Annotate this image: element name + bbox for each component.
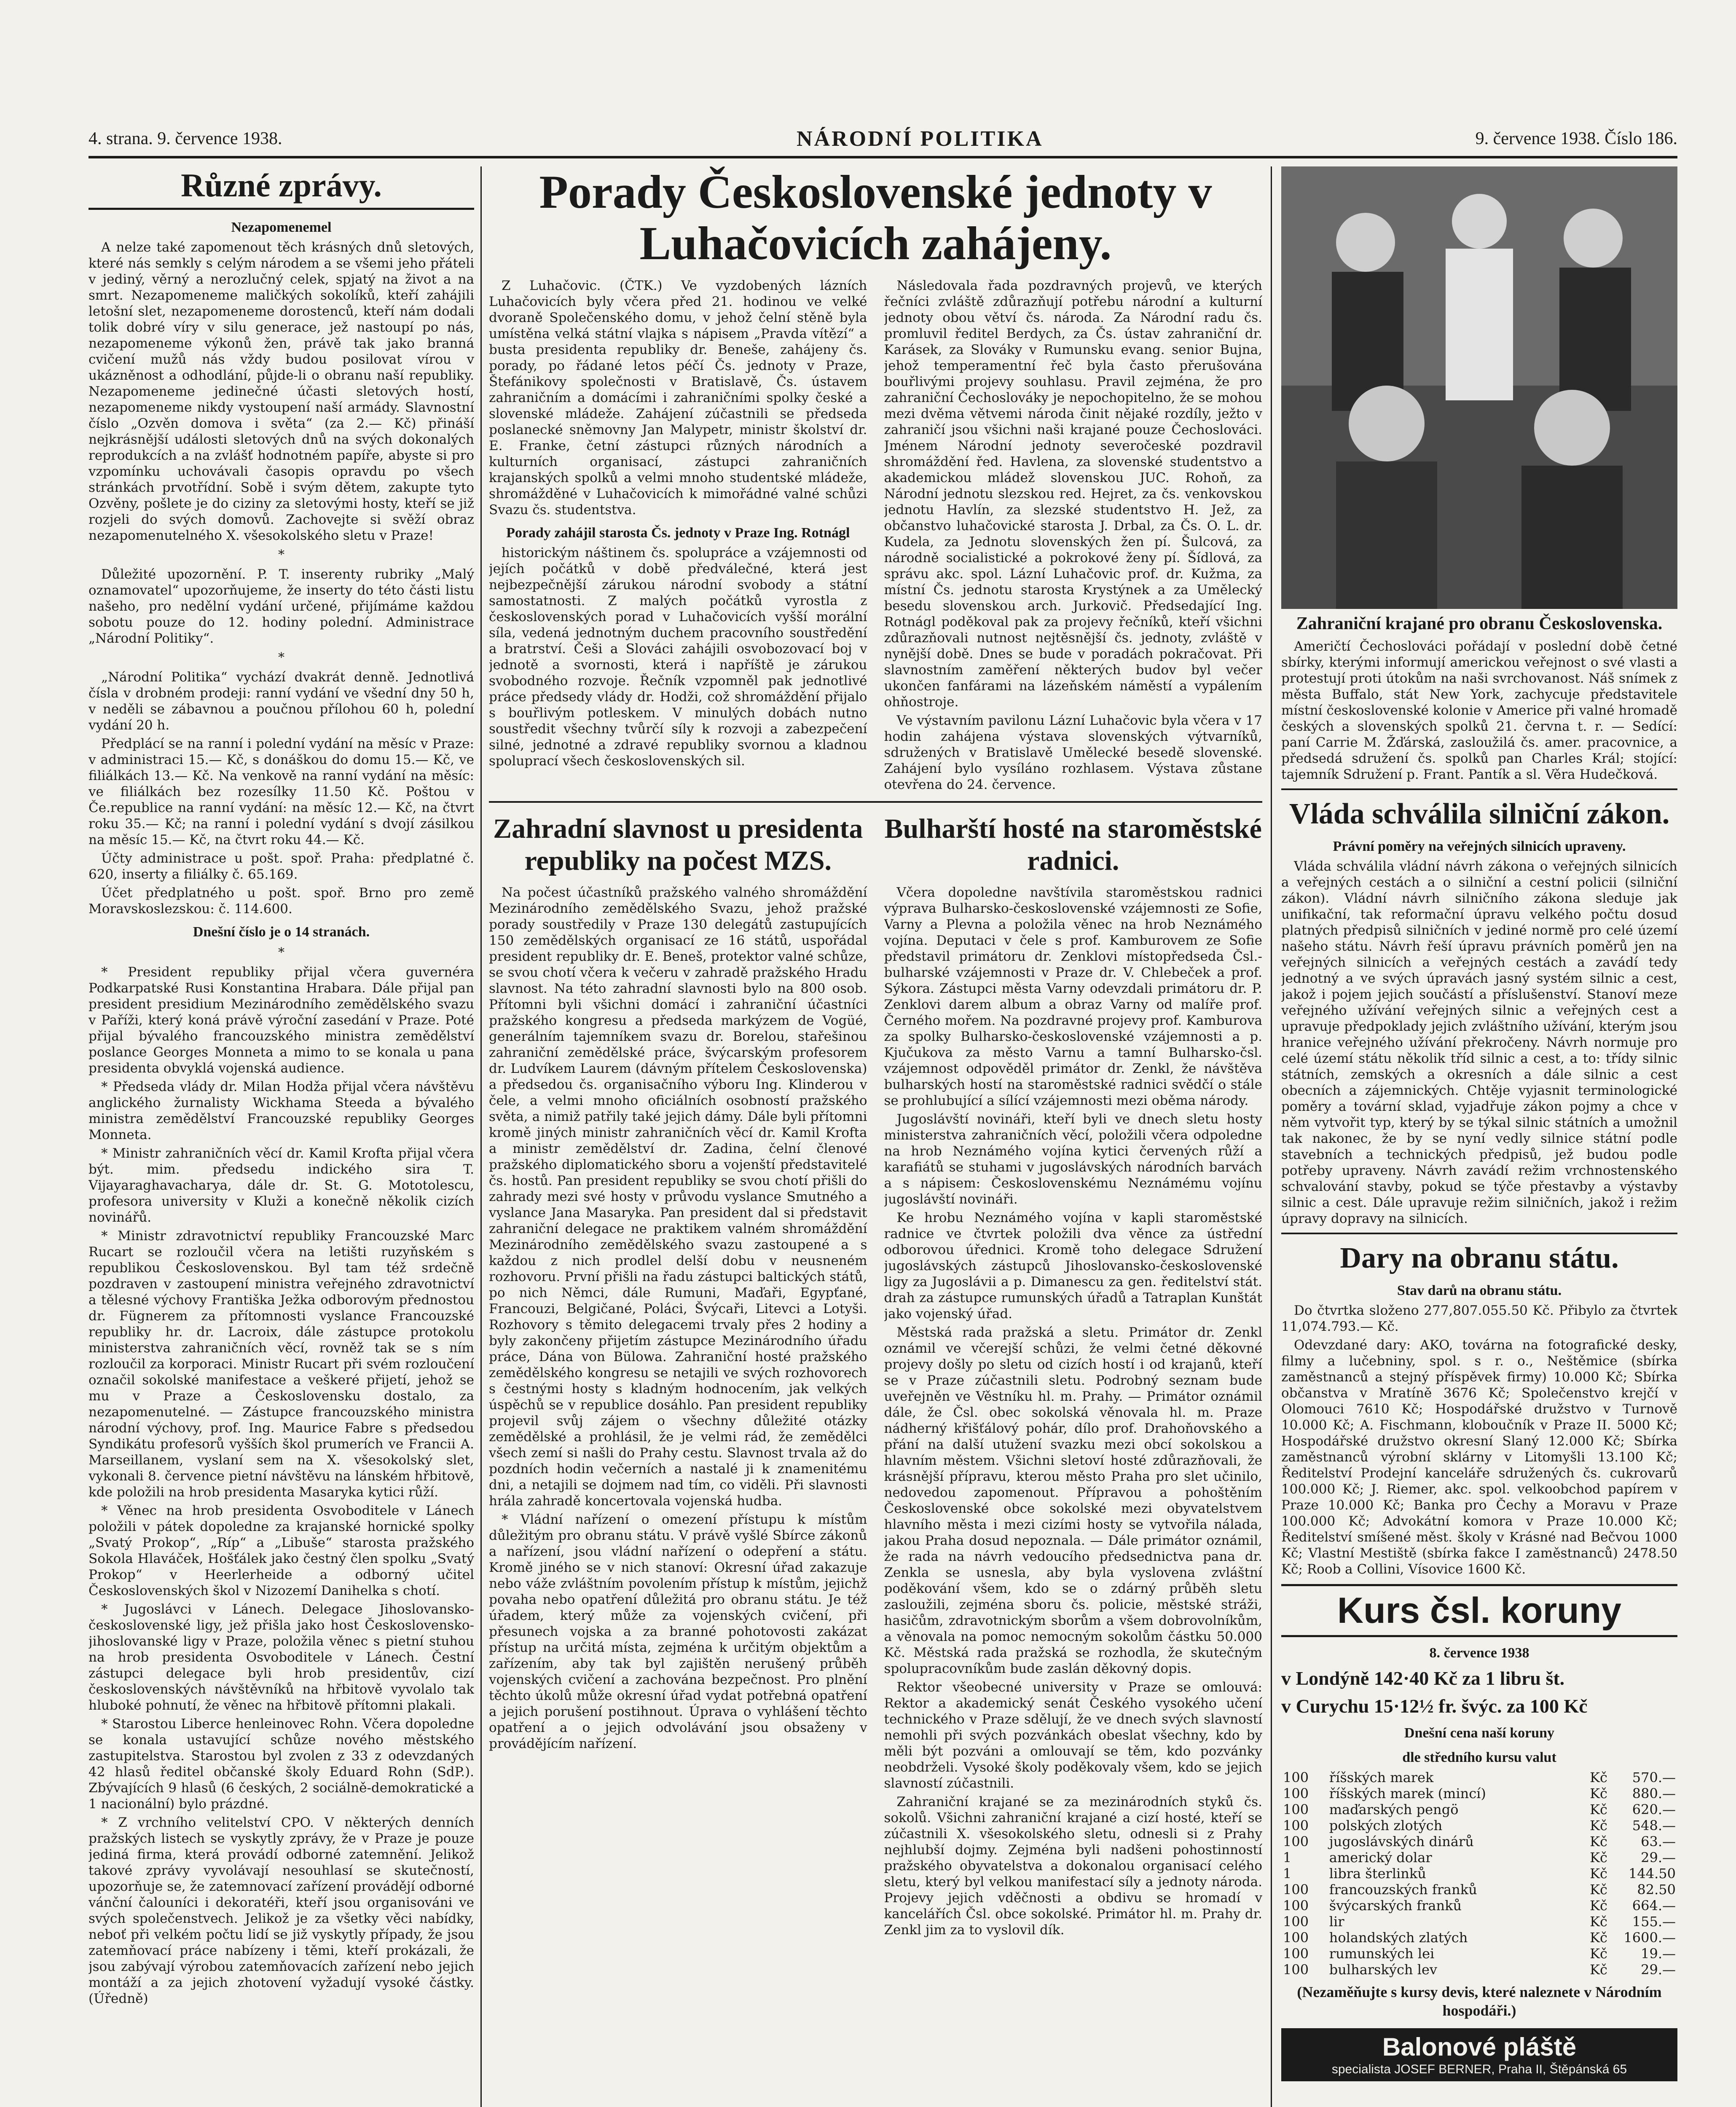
rate-unit: Kč [1590, 1817, 1607, 1834]
rate-zurich: v Curychu 15·12½ fr. švýc. za 100 Kč [1281, 1695, 1588, 1717]
rate-cur: francouzských franků [1329, 1882, 1477, 1898]
article-subtitle: Nezapomenemel [231, 220, 332, 235]
rate-val: 29.— [1641, 1962, 1676, 1978]
ad-subtitle: specialista JOSEF BERNER, Praha II, Štěpánská 65 [1331, 2062, 1627, 2076]
article-text: A nelze také zapomenout těch krásných dnů sletových, které nás semkly s celým národem a se všemi jeho přáteli v jediný, věrný a nerozlučný celek, spjatý na život a na smrt. Nezapomeneme maličkých sokolíků, kteří zahájili letošní slet, nezapomeneme dorostenců, kteří nám dodali tolik dobré víry v silu generace, jež nastoupí po nás, nezapomeneme výkonů žen, právě tak jako branná cvičení mužů nás vždy budou posilovat vírou v ukázněnost a odhodlání, půjde-li o obranu naší republiky. Nezapomeneme jedinečné účasti sletových hostí, nezapomeneme nikdy vystoupení naší armády. Slavnostní číslo „Ozvěn domova i světa“ (za 2.— Kč) přináší nejkrásnější události sletových dnů na svých dokonalých reprodukcích a na zvlášť hodnotném papíře, abyste si pro vzpomínku uchovávali časopis opravdu po všech stránkách prvotřídní. Sobě i svým dětem, zakupte tyto Ozvěny, pošlete je do ciziny za sletovými hosty, kteří se již rozjeli do svých domovů. Zachovejte si svěží obraz nezapomenutelného X. všesokolského sletu v Praze! [89, 240, 474, 543]
rate-cur: říšských marek [1329, 1769, 1434, 1785]
rate-unit: Kč [1590, 1834, 1607, 1850]
column-rule [1271, 166, 1272, 2107]
article-text: Následovala řada pozdravných projevů, ve kterých řečníci zvláště zdůrazňují potřebu národní a kulturní jednoty obou větví čs. národa. Za Národní radu čs. promluvil ředitel Berdych, za Čs. ústav zahraniční dr. Karásek, za Slováky v Rumunsku evang. senior Bujna, jehož temperamentní řeč byla často přerušována bouřlivými projevy souhlasu. Pravil zejména, že pro zahraniční Čechoslováky je nepochopitelno, že se mohou mezi dvěma větvemi národa činit nějaké rozdíly, ježto v zahraničí jsou všichni naši krajané pouze Čechoslováci. Jménem Národní jednoty severočeské pozdravil shromáždění řed. Havlena, za slovenské studentstvo a akademickou mládež slovenskou JUC. Rohoň, za Národní jednotu slezskou red. Hejret, za čs. venkovskou jednotu Havlín, za slezské studentstvo H. Jež, za občanstvo luhačovické starosta J. Drbal, za Čs. O. L. dr. Kudela, za Jednotu slovenských žen pí. Šulcová, za národně socialistické a pokrokové ženy pí. Šídlová, za správu akc. spol. Lázní Luhačovic prof. dr. Kužma, za místní Čs. jednotu starosta Krystýnek a za Umělecký besedu slovenskou arch. Jurkovič. Předsedající Ing. Rotnágl poděkoval pak za projevy řečníků, kteří všichni zdůrazňovali nutnost nejtěsnější čs. jednoty, zvláště v nynější době. Dnes se bude v poradách pokračovat. Při slavnostním zaměření některých budov byl večer ukončen fanfárami na lázeňském náměstí a vypálením ohňostroje. [884, 278, 1262, 710]
main-story-body [489, 278, 1262, 795]
rate-row [1281, 1946, 1677, 1962]
rate-amount: 100 [1283, 1914, 1309, 1930]
rate-amount: 100 [1283, 1834, 1309, 1850]
article-text: Ve výstavním pavilonu Lázní Luhačovic byla včera v 17 hodin zahájena výstava slovenských výtvarníků, sdružených v Bratislavě Umělecké besedě slovenské. Zahájení bylo vysíláno rozhlasem. Výstava zůstane otevřena do 24. července. [884, 713, 1262, 792]
article-text: Z Luhačovic. (ČTK.) Ve vyzdobených lázních Luhačovicích byly včera před 21. hodinou ve velké dvoraně Společenského domu, v jehož čelní stěně byla umístěna velká státní vlajka s nápisem „Pravda vítězí“ a busta presidenta republiky dr. Beneše, zahájeny čs. porady, po řádané letos péčí Čs. jednoty v Praze, Štefánikovy společnosti v Bratislavě, Čs. ústavem zahraničním a domácími i zahraničními spolky české a slovenské mládeže. Zahájení zúčastnili se předseda poslanecké sněmovny Jan Malypetr, ministr školství dr. E. Franke, četní zástupci různých národních a kulturních organisací, zástupci zahraničních krajanských spolků a velmi mnoho studentské mládeže, shromážděné v Luhačovicích k mimořádné valné schůzi Svazu čs. studentstva. [489, 278, 867, 517]
headline-road-law: Vláda schválila silniční zákon. [1289, 798, 1670, 830]
rate-val: 19.— [1641, 1946, 1676, 1962]
rate-cur: říšských marek (mincí) [1329, 1785, 1486, 1801]
article-text: * Věnec na hrob presidenta Osvoboditele v Lánech položili v pátek dopoledne za krajanské hornické spolky „Svatý Prokop“, „Ríp“ a „Libuše“ starosta pražského Sokola Hlaváček, Hošťálek jako čestný člen spolku „Svatý Prokop“ v Heerlerheide a odborný učitel Československých škol v Nizozemí Danihelka s chotí. [89, 1503, 474, 1598]
article-text: * Z vrchního velitelství CPO. V některých denních pražských listech se vyskytly zprávy, že v Praze je pouze jediná firma, která provádí odborné zatemnění. Jelikož takové zprávy vyvolávají nesouhlasí se skutečností, upozorňuje se, že zatemnovací zařízení provádějí odborné vánční čalouníci i dekoratéři, kteří jsou organisováni ve svých společenstvech. Jelikož je za všetky věci nabídky, neboť při velkém počtu lidí se již vyskytly případy, že jsou zatemňovací práce nabízeny i těmi, kteří prokázali, že jsou zabývají výrobou zatemňovacích zařízení nebo jejich montáží a za jejich zhotovení vyžadují vysoké částky. (Úředně) [89, 1815, 474, 2006]
article-text: Včera dopoledne navštívila staroměstskou radnici výprava Bulharsko-československé vzájemnosti ze Sofie, Varny a Plevna a položila věnec na hrob Neznámého vojína. Deputaci v čele s prof. Kamburovem ze Sofie představil primátoru dr. Zenklovi místopředseda Čsl.-bulharské vzájemnosti v Praze dr. V. Chlebeček a prof. Sýkora. Zástupci města Varny odevzdali primátoru dr. P. Zenklovi darem album a obraz Varny od malíře prof. Černého mořem. Na pozdravné projevy prof. Kamburova za spolky Bulharsko-československé vzájemnosti a p. Kjučukova za město Varnu a tamní Bulharsko-čsl. vzájemnost odpověděl primátor dr. Zenkl, že návštěva bulharských hostí na staroměstské radnici svědčí o stále se prohlubující a sílící vzájemnosti mezi oběma národy. [884, 885, 1262, 1108]
rate-amount: 100 [1283, 1962, 1309, 1978]
rate-amount: 100 [1283, 1946, 1309, 1962]
rate-row [1281, 1785, 1677, 1801]
page-header [89, 126, 1677, 158]
rate-row [1281, 1817, 1677, 1834]
rate-cur: libra šterlinků [1329, 1866, 1426, 1882]
article-text: Na počest účastníků pražského valného shromáždění Mezinárodního zemědělského Svazu, jehož pražské porady soustředily v Praze 130 delegátů zastupujících 150 zemědělských organisací ze 16 států, uspořádal president republiky dr. E. Beneš, protektor valné schůze, se svou chotí včera k večeru v zahradě pražského Hradu slavnost. Na této zahradní slavnosti bylo na 800 osob. Přítomni byli všichni domácí i zahraniční účastníci pražského kongresu a předseda markýzem de Vogüé, generálním tajemníkem svazu dr. Borelou, stařešinou zahraniční zemědělské práce, švýcarským profesorem dr. Ludvíkem Laurem (dávným přítelem Československa) a předsedou čs. organisačního výboru Ing. Klinderou v čele, a velmi mnoho oficiálních osobností pražského světa, a nimiž patřily také jejich dámy. Dále byli přítomni kromě jiných ministr zahraničních věcí dr. Kamil Krofta a ministr zemědělství dr. Zadina, čelní členové pražského diplomatického sboru a vojenští představitelé čs. hostů. Pan president republiky se svou chotí přišli do zahrady mezi své hosty v průvodu vyslance Smutného a vyslance Jana Masaryka. Pan president dal si představit zahraniční delegace ne praktikem valném shromáždění Mezinárodního zemědělského svazu zastoupené a s každou z nich prodlel delší dobu v neusneném rozhovoru. První přišli na řadu zástupci baltických států, po nich Němci, dále Rumuni, Maďaři, Egypťané, Francouzi, Belgičané, Poláci, Švýcaři, Litevci a Lotyši. Rozhovory s těmito delegacemi trvaly přes 2 hodiny a byly zakončeny přijetím zástupce Mezinárodního úřadu práce, Dána von Bülowa. Zahraniční hosté pražského zemědělského kongresu se netajili ve svých rozhovorech s čestnými hosty s kladným hodnocením, jak velkých úspěchů se v republice dosáhlo. Pan president republiky projevil svůj zájem o všechny důležité otázky zemědělské a prohlásil, že je velmi rád, že zemědělci všech zemí si našli do Prahy cestu. Slavnost trvala až do pozdních hodin večerních a nastalé ji k znamenitému dni, a netajili se dojmem nad tím, co viděli. Při slavnosti hrála zahradě koncertovala vojenská hudba. [489, 885, 867, 1509]
rate-amount: 100 [1283, 1930, 1309, 1946]
rate-unit: Kč [1590, 1946, 1607, 1962]
separator-star: * [278, 945, 284, 960]
rate-cur: americký dolar [1329, 1850, 1432, 1866]
rate-amount: 100 [1283, 1817, 1309, 1834]
rate-row [1281, 1801, 1677, 1817]
section-rule [1281, 1233, 1677, 1234]
rate-amount: 100 [1283, 1882, 1309, 1898]
article-text: historickým náštinem čs. spolupráce a vzájemnosti od jejích počátků v době předválečné, která jest nejbezpečnější zárukou národní svobody a státní samostatnosti. Z malých počátků vyrostla z československých porad v Luhačovicích vyšší morální síla, vedená jednotným duchem pracovního soustředění a bratrství. Češi a Slováci zahájili osvobozovací boj v jednotě a svornosti, která i napříště je zárukou svobodného rozvoje. Řečník vzpomněl pak jednotlivé práce předsedy vlády dr. Hodži, což shromáždění přijalo s bouřlivým potleskem. V minulých dobách nutno soustředit všechny tvůrčí síly k rozvoji a zabezpečení silné, jednotné a zdravé republiky svornou a kladnou spoluprací všech československých sil. [489, 545, 867, 769]
section-rule [1281, 788, 1677, 790]
separator-star: * [278, 650, 284, 665]
column-right [1281, 166, 1677, 2107]
section-rule [489, 801, 1262, 803]
rate-amount: 100 [1283, 1898, 1309, 1914]
rate-amount: 1 [1283, 1866, 1292, 1882]
article-text: Zahraniční krajané se za mezinárodních styků čs. sokolů. Všichni zahraniční krajané a cizí hosté, kteří se zúčastnili X. všesokolského sletu, odnesli si z Prahy nejhlubší dojmy. Zejména byli nadšeni pohostinností pražského obyvatelstva a dokonalou organisací celého sletu, který byl velkou manifestací síly a jednoty národa. Projevy jejich vděčnosti a obdivu se hromadí v kancelářích Čsl. obce sokolské. Primátor hl. m. Prahy dr. Zenkl jim za to vyslovil dík. [884, 1794, 1262, 1938]
article-text: * Vládní nařízení o omezení přístupu k místům důležitým pro obranu státu. V právě vyšlé Sbírce zákonů a nařízení, jsou vládní nařízení o odepření a státu. Kromě jiného se v nich stanoví: Okresní úřad zakazuje nebo váže zvláštním povolením přístup k místům, jejichž povaha nebo opatření důležitá pro obranu státu. Je též úřadem, který může za vojenských cvičení, při přesunech vojska a za branné pohotovosti zakázat přístup na určitá místa, zejména k určitým objektům a zařízením, aby tak byl zajištěn nerušený průběh vojenských cvičení a zachována bezpečnost. Pro plnění těchto úkolů může okresní úřad vydat potřebná opatření a jejich porušení postihnout. Úprava o vyhlášení těchto opatření a o jejich odvolávání jsou obsaženy v provádějícím nařízení. [489, 1512, 867, 1751]
photo-caption-title: Zahraniční krajané pro obranu Československa. [1296, 614, 1663, 633]
article-text: Jugoslávští novináři, kteří byli ve dnech sletu hosty ministerstva zahraničních věcí, položili včera odpoledne na hrob Neznámého vojína kytici červených růží a karafiátů se stuhami v jugoslávských národních barvách a s nápisem: Československému Neznámému vojínu jugoslávští novináři. [884, 1112, 1262, 1207]
rate-cur: holandských zlatých [1329, 1930, 1468, 1946]
rates-subtitle: dle středního kursu valut [1402, 1750, 1556, 1765]
rate-row [1281, 1834, 1677, 1850]
article-subtitle: Porady zahájil starosta Čs. jednoty v Praze Ing. Rotnágl [506, 525, 850, 541]
article-text: Do čtvrtka složeno 277,807.055.50 Kč. Přibylo za čtvrtek 11,074.793.— Kč. [1281, 1303, 1677, 1334]
rates-table [1281, 1769, 1677, 1978]
header-right: 9. července 1938. Číslo 186. [1475, 129, 1677, 148]
rate-unit: Kč [1590, 1930, 1607, 1946]
rate-unit: Kč [1590, 1898, 1607, 1914]
rate-unit: Kč [1590, 1801, 1607, 1817]
rate-london: v Londýně 142·40 Kč za 1 libru št. [1281, 1667, 1565, 1689]
lower-stories [489, 809, 1262, 1941]
rate-row [1281, 1898, 1677, 1914]
article-text: Městská rada pražská a sletu. Primátor dr. Zenkl oznámil ve včerejší schůzi, že velmi četné děkovné projevy došly po sletu od cizích hostí i od krajanů, kteří se v Praze zúčastnili sletu. Podrobný seznam bude uveřejněn ve Věstníku hl. m. Prahy. — Primátor oznámil dále, že Čsl. obec sokolská věnovala hl. m. Praze nádherný křišťálový pohár, dílo prof. Drahoňovského a přání na další utužení svazku mezi obcí sokolskou a hlavním městem. Všichni sletoví hosté zdůrazňovali, že krásnější přípravu, kterou město Praha pro slet učinilo, nedovedou zapomenout. Přípravou a pohoštěním Československé obce sokolské mezi obyvatelstvem hlavního města i mezi cizími hosty se vytvořila nálada, jakou Praha dosud nepoznala. — Dále primátor oznámil, že rada na návrh vedoucího předsednictva pana dr. Zenkla se usnesla, aby byla vyslovena zvláštní poděkování všem, kdo se o zdárný průběh sletu zasloužili, zejména sboru čs. policie, městské stráži, hasičům, zdravotnickým sborům a všem dobrovolníkům, a věnovala na pomoc nemocným sokolům částku 50.000 Kč. Městská rada pražská se rozhodla, že skutečným spolupracovníkům bude zaslán děkovný dopis. [884, 1325, 1262, 1676]
advertisement [1281, 2028, 1677, 2081]
column-rule [480, 166, 482, 2107]
rate-unit: Kč [1590, 1914, 1607, 1930]
article-text: Odevzdané dary: AKO, továrna na fotografické desky, filmy a lučebniny, spol. s r. o., Neštěmice (sbírka zaměstnanců a stejný příspěvek firmy) 10.000 Kč; Sbírka občanstva v Mratíně 3676 Kč; Společenstvo krejčí v Olomouci 7610 Kč; Hospodářské družstvo v Turnově 10.000 Kč; A. Fischmann, kloboučník v Praze II. 5000 Kč; Hospodářské družstvo okresní Slaný 12.000 Kč; Sbírka zaměstnanců výrobní sklárny v Litomyšli 13.100 Kč; Ředitelství Prodejní kanceláře sdružených čs. cukrovarů 100.000 Kč; J. Riemer, akc. spol. velkoobchod papírem v Praze 10.000 Kč; Banka pro Čechy a Moravu v Praze 100.000 Kč; Advokátní komora v Praze 10.000 Kč; Ředitelství smíšené měst. školy v Krásné nad Bečvou 1000 Kč; Vlastní Mestiště (sbírka fakce I zaměstnanců) 2478.50 Kč; Roob a Collini, Vísovice 1600 Kč. [1281, 1338, 1677, 1577]
rate-cur: polských zlotých [1329, 1817, 1443, 1834]
rate-unit: Kč [1590, 1882, 1607, 1898]
article-text: * Starostou Liberce henleinovec Rohn. Včera dopoledne se konala ustavující schůze nového městského zastupitelstva. Starostou byl zvolen z 33 z odevzdaných 42 hlasů ředitel občanské školy Eduard Rohn (SdP.). Zbývajících 9 hlasů (6 českých, 2 sociálně-demokratické a 1 nacionální) bylo prázdné. [89, 1716, 474, 1812]
article-text: Předplácí se na ranní i polední vydání na měsíc v Praze: v administraci 15.— Kč, s donáškou do domu 15.— Kč, ve filiálkách 13.— Kč. Na venkově na ranní vydání na měsíc: ve filiálkách bez rozesílky 11.50 Kč. Poštou v Če.republice na ranní vydání: na měsíc 12.— Kč, na čtvrt roku 35.— Kč; na ranní i polední vydání s dvojí zásilkou na měsíc 15.— Kč, na čtvrt roku 44.— Kč. [89, 736, 474, 847]
header-left: 4. strana. 9. července 1938. [89, 129, 282, 148]
headline-bulgarian-guests: Bulharští hosté na staroměstské radnici. [884, 813, 1262, 876]
rate-cur: švýcarských franků [1329, 1898, 1462, 1914]
group-photo [1281, 166, 1677, 609]
photo-caption: Američtí Čechoslováci pořádají v poslední době četné sbírky, kterými informují americkou veřejnost o své vlasti a protestují proti útokům na naši svrchovanost. Náš snímek z města Buffalo, stát New York, zachycuje představitele místní československé kolonie v Americe při valné hromadě českých a slovenských spolků 21. června t. r. — Sedící: paní Carrie M. Žďárská, zasloužilá čs. amer. pracovnice, a předsedá sdružení čs. spolků pan Charles Král; stojící: tajemník Sdružení p. Frant. Pantík a sl. Věra Hudečková. [1281, 639, 1677, 782]
ad-title: Balonové pláště [1382, 2033, 1577, 2061]
rate-row [1281, 1882, 1677, 1898]
rate-row [1281, 1962, 1677, 1978]
article-text: Důležité upozornění. P. T. inserenty rubriky „Malý oznamovatel“ upozorňujeme, že inserty do této části listu našeho, pro nedělní vydání určené, přijímáme každou sobotu pouze do 12. hodiny polední. Administrace „Národní Politiky“. [89, 567, 474, 646]
rate-val: 82.50 [1637, 1882, 1676, 1898]
rate-val: 570.— [1632, 1769, 1676, 1785]
rate-row [1281, 1930, 1677, 1946]
article-text: * Ministr zahraničních věcí dr. Kamil Krofta přijal včera být. mim. předsedu indického sira T. Vijayaraghavacharya, dále dr. St. G. Mototolescu, profesora university v Kluži a konečně několik cizích novinářů. [89, 1146, 474, 1225]
rate-date: 8. července 1938 [1429, 1645, 1529, 1661]
article-subtitle: Stav darů na obranu státu. [1397, 1283, 1562, 1298]
rate-amount: 1 [1283, 1850, 1292, 1866]
rate-amount: 100 [1283, 1785, 1309, 1801]
separator-star: * [278, 547, 284, 562]
article-text: * Předseda vlády dr. Milan Hodža přijal včera návštěvu anglického žurnalisty Wickhama Steeda a bývalého ministra zemědělství Francouzské republiky Georges Monneta. [89, 1079, 474, 1142]
rate-unit: Kč [1590, 1785, 1607, 1801]
rate-unit: Kč [1590, 1769, 1607, 1785]
rate-val: 155.— [1632, 1914, 1676, 1930]
rates-note: (Nezaměňujte s kursy devis, které naleznete v Národním hospodáři.) [1297, 1984, 1662, 2019]
rate-val: 620.— [1632, 1801, 1676, 1817]
rate-cur: maďarských pengö [1329, 1801, 1459, 1817]
article-text: Vláda schválila vládní návrh zákona o veřejných silnicích a veřejných cestách a o silniční a cestní policii (silniční zákon). Vládní návrh silničního zákona sleduje jak unifikační, tak reformační úpravu velkého počtu dosud platných předpisů silničních v jediné normě pro celé území našeho státu. Návrh řeší úpravu právních poměrů jen na veřejných silnicích a veřejných cestách a zavádí tedy jednotný a ve svých úpravách jasný systém silnic a cest, jakož i pojem jejich součástí a příslušenství. Stanoví meze veřejného užívání veřejných silnic a veřejných cest a upravuje předpoklady jejich zvláštního užívání, kterým jsou hranice veřejného užívání překročeny. Návrh normuje pro celé území státu několik tříd silnic a cest, a to: třídy silnic státních, zemských a okresních a dále silnic a cest obecních a zájemnických. Chtěje vyjasnit terminologické poměry a tovární sklad, vyjadřuje zákon pojmy a chce v něm vytvořit typ, který by se týkal silnic státních a umožnil tak nakonec, že by se nyní vedly silnice státní podle stavebních a technických předpisů, jež budou podle potřeby upraveny. Návrh zavádí režim vrchnostenského schvalování stavby, pokud se týče přestavby a výstavby silnic a cest. Dále upravuje režim silničních, jakož i režim úpravy dopravy na silnicích. [1281, 859, 1677, 1226]
article-text: Rektor všeobecné university v Praze se omlouvá: Rektor a akademický senát Českého vysokého učení technického v Praze sdělují, že ve dnech svých slavností nemohli při svých pozvánkách obeslat všechny, kdo by měli být pozváni a omlouvají se těm, kdo pozvánky neobdrželi. Vysoké školy poděkovaly všem, kdo se jejich slavností zúčastnili. [884, 1680, 1262, 1791]
headline-luhacovice: Porady Československé jednoty v Luhačovicích zahájeny. [539, 166, 1212, 270]
section-title: Různé zprávy. [89, 166, 474, 210]
rate-amount: 100 [1283, 1769, 1309, 1785]
article-subtitle: Právní poměry na veřejných silnicích upraveny. [1333, 839, 1626, 854]
rate-val: 29.— [1641, 1850, 1676, 1866]
rate-row [1281, 1866, 1677, 1882]
headline-garden-party: Zahradní slavnost u presidenta republiky na počest MZS. [493, 813, 863, 876]
rate-row [1281, 1914, 1677, 1930]
article-subtitle: Dnešní číslo je o 14 stranách. [193, 924, 370, 940]
rate-unit: Kč [1590, 1866, 1607, 1882]
article-text: * President republiky přijal včera guvernéra Podkarpatské Rusi Konstantina Hrabara. Dále přijal pan president presidium Mezinárodního zemědělského svazu v Paříži, který koná právě výroční zasedání v Praze. Poté přijal bývalého francouzského ministra zemědělství poslance Georges Monneta a mimo to se konala u pana presidenta obvyklá vojenská audience. [89, 965, 474, 1076]
rate-val: 664.— [1632, 1898, 1676, 1914]
rate-cur: rumunských lei [1329, 1946, 1435, 1962]
rates-title: Dnešní cena naší koruny [1404, 1725, 1555, 1741]
rate-cur: jugoslávských dinárů [1329, 1834, 1474, 1850]
article-text: * Jugoslávci v Lánech. Delegace Jihoslovansko-československé ligy, jež přišla jako host Československo-jihoslovanské ligy v Praze, položila věnec s pietní stuhou na hrob presidenta Osvoboditele v Lánech. Čestní zástupci delegace byli hrob presidentův, cizí československých návštěvníků na hřbitově vyvolalo tak hluboké pohnutí, že věnec na hřbitově přítomni plakali. [89, 1602, 474, 1713]
rate-val: 880.— [1632, 1785, 1676, 1801]
article-text: „Národní Politika“ vychází dvakrát denně. Jednotlivá čísla v drobném prodeji: ranní vydání ve všední dny 50 h, v neděli se zábavnou a poučnou přílohou 60 h, polední vydání 20 h. [89, 670, 474, 733]
rate-val: 548.— [1632, 1817, 1676, 1834]
article-text: Ke hrobu Neznámého vojína v kapli staroměstské radnice ve čtvrtek položili dva věnce za ústřední odborovou úřednici. Kromě toho delegace Sdružení jugoslávských zástupců Jihoslovansko-československé ligy za Jugoslávii a p. Dimanescu za gen. ředitelství stát. drah za zástupce rumunských úřadů a Tatraplan Kunštát jako vojenský úřad. [884, 1210, 1262, 1322]
rate-unit: Kč [1590, 1850, 1607, 1866]
rate-cur: bulharských lev [1329, 1962, 1437, 1978]
column-misc-news [89, 166, 474, 2107]
rate-val: 63.— [1641, 1834, 1676, 1850]
headline-crown-rate: Kurs čsl. koruny [1281, 1584, 1677, 1637]
rate-row [1281, 1850, 1677, 1866]
rate-row [1281, 1769, 1677, 1785]
article-text: Účty administrace u pošt. spoř. Praha: předplatné č. 620, inserty a filiálky č. 65.169. [89, 851, 474, 882]
masthead: NÁRODNÍ POLITIKA [797, 127, 1044, 151]
article-text: Účet předplatného u pošt. spoř. Brno pro země Moravskoslezskou: č. 114.600. [89, 885, 474, 917]
column-main-story [489, 166, 1262, 2107]
article-text: * Ministr zdravotnictví republiky Francouzské Marc Rucart se rozloučil včera na letišti ruzyňském s republikou Československou. Byl tam též srdečně pozdraven v zastoupení ministra veřejného zdravotnictví a tělesné výchovy Františka Ježka odborovým přednostou dr. Fügnerem za přítomnosti vyslance Francouzské republiky hr. dr. Lacroix, dále zástupce protokolu ministerstva zahraničních věcí, rovněž tak se s ním rozloučil za korporaci. Ministr Rucart při svém rozloučení označil sokolské manifestace a veškeré přijetí, jehož se mu v Praze a Československu dostalo, za nezapomenutelné. — Zástupce francouzského ministra národní výchovy, prof. Ing. Maurice Fabre s předsedou Syndikátu profesorů vyšších škol prumerích ve Francii A. Marseillanem, vyslaní sem na X. všesokolský slet, vykonali 8. července pietní návštěvu na lánském hřbitově, kde položili na hrob presidenta Masaryka kytici růží. [89, 1228, 474, 1500]
rate-unit: Kč [1590, 1962, 1607, 1978]
rate-cur: lir [1329, 1914, 1344, 1930]
rate-val: 1600.— [1623, 1930, 1676, 1946]
rate-val: 144.50 [1629, 1866, 1676, 1882]
rate-amount: 100 [1283, 1801, 1309, 1817]
headline-defense-gifts: Dary na obranu státu. [1340, 1242, 1619, 1274]
